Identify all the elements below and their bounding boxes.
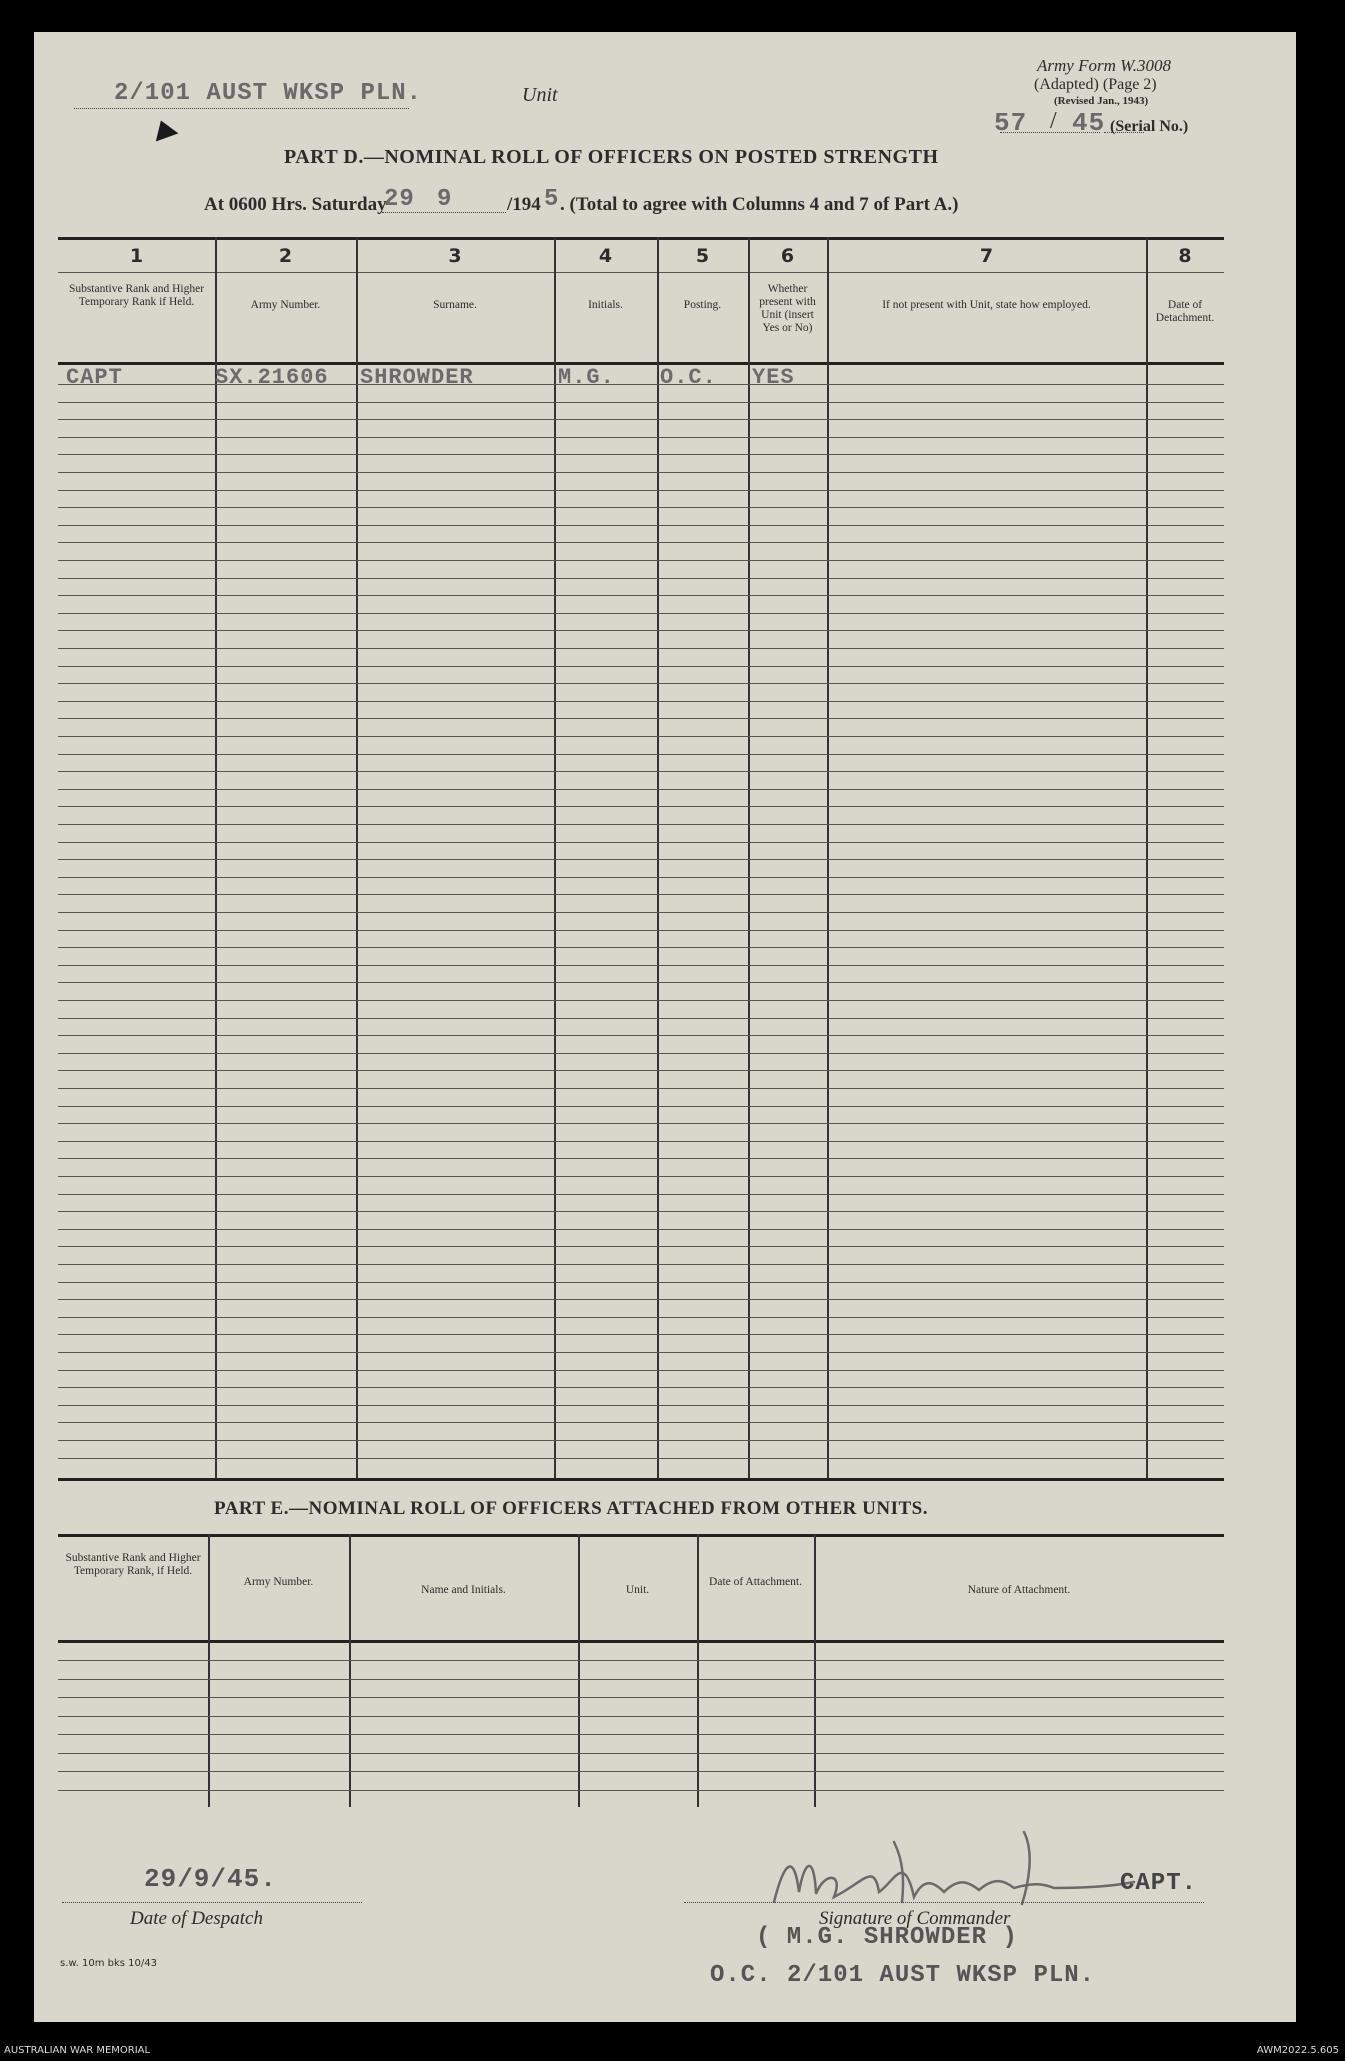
column-divider — [657, 237, 659, 1478]
ruled-line — [58, 1422, 1224, 1423]
part-d-at-label: At 0600 Hrs. Saturday — [204, 194, 387, 215]
column-number: 4 — [598, 245, 613, 267]
printer-note: s.w. 10m bks 10/43 — [60, 1958, 157, 1969]
ruled-line — [58, 1106, 1224, 1107]
ruled-line — [58, 754, 1224, 755]
column-header: Substantive Rank and Higher Temporary Rank if Held. — [68, 283, 205, 308]
archive-left: AUSTRALIAN WAR MEMORIAL — [4, 2045, 151, 2056]
ruled-line — [58, 630, 1224, 631]
ruled-line — [58, 1716, 1224, 1717]
ruled-line — [58, 1352, 1224, 1353]
ruled-line — [58, 1211, 1224, 1212]
corner-mark — [150, 116, 179, 141]
column-divider — [578, 1534, 580, 1807]
ruled-line — [58, 1264, 1224, 1265]
unit-value: 2/101 AUST WKSP PLN. — [114, 80, 423, 107]
archive-bar — [0, 2042, 1345, 2061]
ruled-line — [58, 490, 1224, 491]
serial-value-a: 57 — [994, 108, 1028, 138]
table-cell: SHROWDER — [360, 365, 474, 390]
ruled-line — [58, 1440, 1224, 1441]
table-cell: SX.21606 — [215, 365, 329, 390]
ruled-line — [58, 437, 1224, 438]
ruled-line — [58, 1299, 1224, 1300]
serial-label: (Serial No.) — [1110, 118, 1189, 135]
commander-signature — [754, 1822, 1174, 1922]
ruled-line — [58, 1734, 1224, 1735]
ruled-line — [58, 877, 1224, 878]
column-header: Nature of Attachment. — [967, 1584, 1071, 1596]
column-divider — [697, 1534, 699, 1807]
ruled-line — [58, 1753, 1224, 1754]
ruled-line — [58, 701, 1224, 702]
ruled-line — [58, 789, 1224, 790]
ruled-line — [58, 965, 1224, 966]
table-cell: CAPT — [66, 365, 123, 390]
ruled-line — [58, 472, 1224, 473]
column-header: Unit. — [625, 1584, 650, 1596]
column-header: Name and Initials. — [421, 1584, 506, 1596]
form-name: Army Form W.3008 — [1037, 56, 1171, 75]
ruled-line — [58, 771, 1224, 772]
column-header: Date of Attachment. — [709, 1576, 802, 1588]
ruled-line — [58, 1158, 1224, 1159]
ruled-line — [58, 1370, 1224, 1371]
ruled-line — [58, 1458, 1224, 1459]
column-divider — [356, 237, 358, 1478]
despatch-line — [62, 1900, 362, 1903]
column-divider — [208, 1534, 210, 1807]
ruled-line — [58, 1771, 1224, 1772]
ruled-line — [58, 806, 1224, 807]
column-header: Substantive Rank and Higher Temporary Rank, if Held. — [65, 1552, 201, 1577]
year-prefix: /194 — [507, 194, 541, 215]
column-number: 2 — [278, 245, 293, 267]
ruled-line — [58, 1053, 1224, 1054]
ruled-line — [58, 1194, 1224, 1195]
ruled-line — [58, 947, 1224, 948]
ruled-line — [58, 613, 1224, 614]
column-divider — [827, 237, 829, 1478]
column-header: Whether present with Unit (insert Yes or No) — [759, 283, 816, 334]
signature-label: Signature of Commander — [819, 1908, 1011, 1929]
header-rule — [58, 1640, 1224, 1643]
ruled-line — [58, 1088, 1224, 1089]
column-number: 8 — [1178, 245, 1192, 267]
date-day: 29 — [384, 186, 415, 213]
column-divider — [748, 237, 750, 1478]
table-top-rule — [58, 237, 1224, 240]
ruled-line — [58, 419, 1224, 420]
ruled-line — [58, 1697, 1224, 1698]
ruled-line — [58, 1282, 1224, 1283]
column-header: Posting. — [683, 299, 722, 311]
form-adapted: (Adapted) (Page 2) — [1034, 76, 1157, 93]
date-month: 9 — [437, 186, 453, 213]
ruled-line — [58, 1018, 1224, 1019]
table-cell: YES — [752, 365, 795, 390]
ruled-line — [58, 1405, 1224, 1406]
column-header: If not present with Unit, state how employed. — [882, 299, 1091, 311]
ruled-line — [58, 1070, 1224, 1071]
ruled-line — [58, 894, 1224, 895]
table-bottom-rule — [58, 1478, 1224, 1481]
ruled-line — [58, 1660, 1224, 1661]
ruled-line — [58, 912, 1224, 913]
column-divider — [349, 1534, 351, 1807]
ruled-line — [58, 595, 1224, 596]
column-header: Army Number. — [250, 299, 321, 311]
ruled-line — [58, 507, 1224, 508]
unit-label: Unit — [522, 84, 558, 106]
ruled-line — [58, 683, 1224, 684]
column-header: Surname. — [433, 299, 477, 311]
ruled-line — [58, 1123, 1224, 1124]
column-number: 3 — [448, 245, 462, 267]
ruled-line — [58, 1035, 1224, 1036]
column-number: 6 — [780, 245, 795, 267]
form-page — [34, 32, 1296, 2022]
ruled-line — [58, 1229, 1224, 1230]
column-number-rule — [58, 272, 1224, 273]
column-divider — [215, 237, 217, 1478]
column-number: 5 — [695, 245, 710, 267]
table-cell: M.G. — [558, 365, 615, 390]
column-header: Date of Detachment. — [1155, 299, 1215, 324]
ruled-line — [58, 1246, 1224, 1247]
signature-line — [684, 1900, 1204, 1903]
ruled-line — [58, 454, 1224, 455]
archive-right: AWM2022.5.605 — [1256, 2045, 1339, 2056]
ruled-line — [58, 1334, 1224, 1335]
ruled-line — [58, 1317, 1224, 1318]
ruled-line — [58, 402, 1224, 403]
column-header: Initials. — [588, 299, 623, 311]
ruled-line — [58, 824, 1224, 825]
serial-value-b: 45 — [1072, 108, 1106, 138]
ruled-line — [58, 666, 1224, 667]
column-divider — [814, 1534, 816, 1807]
table-cell: O.C. — [660, 365, 717, 390]
despatch-label: Date of Despatch — [130, 1908, 263, 1929]
table-top-rule — [58, 1534, 1224, 1537]
ruled-line — [58, 542, 1224, 543]
ruled-line — [58, 648, 1224, 649]
ruled-line — [58, 1790, 1224, 1791]
signature-rank: CAPT. — [1120, 1870, 1198, 1897]
ruled-line — [58, 930, 1224, 931]
ruled-line — [58, 560, 1224, 561]
ruled-line — [58, 1141, 1224, 1142]
form-revised: (Revised Jan., 1943) — [1054, 95, 1149, 107]
ruled-line — [58, 859, 1224, 860]
commander-name: ( M.G. SHROWDER ) — [756, 1924, 1018, 1951]
column-divider — [1146, 237, 1148, 1478]
ruled-line — [58, 736, 1224, 737]
part-e-title: PART E.—NOMINAL ROLL OF OFFICERS ATTACHED FROM OTHER UNITS. — [214, 1498, 928, 1519]
column-header: Army Number. — [243, 1576, 314, 1588]
ruled-line — [58, 718, 1224, 719]
ruled-line — [58, 982, 1224, 983]
column-divider — [554, 237, 556, 1478]
ruled-line — [58, 578, 1224, 579]
ruled-line — [58, 1000, 1224, 1001]
ruled-line — [58, 1679, 1224, 1680]
part-d-title: PART D.—NOMINAL ROLL OF OFFICERS ON POSTED STRENGTH — [284, 146, 939, 168]
ruled-line — [58, 1387, 1224, 1388]
column-number: 7 — [979, 245, 994, 267]
despatch-date: 29/9/45. — [144, 1864, 277, 1894]
commander-unit: O.C. 2/101 AUST WKSP PLN. — [710, 1962, 1096, 1989]
serial-slash: / — [1050, 108, 1057, 134]
total-note: . (Total to agree with Columns 4 and 7 of Part A.) — [560, 194, 959, 215]
ruled-line — [58, 525, 1224, 526]
year-digit: 5 — [544, 186, 560, 213]
ruled-line — [58, 842, 1224, 843]
ruled-line — [58, 1176, 1224, 1177]
column-number: 1 — [129, 245, 144, 267]
